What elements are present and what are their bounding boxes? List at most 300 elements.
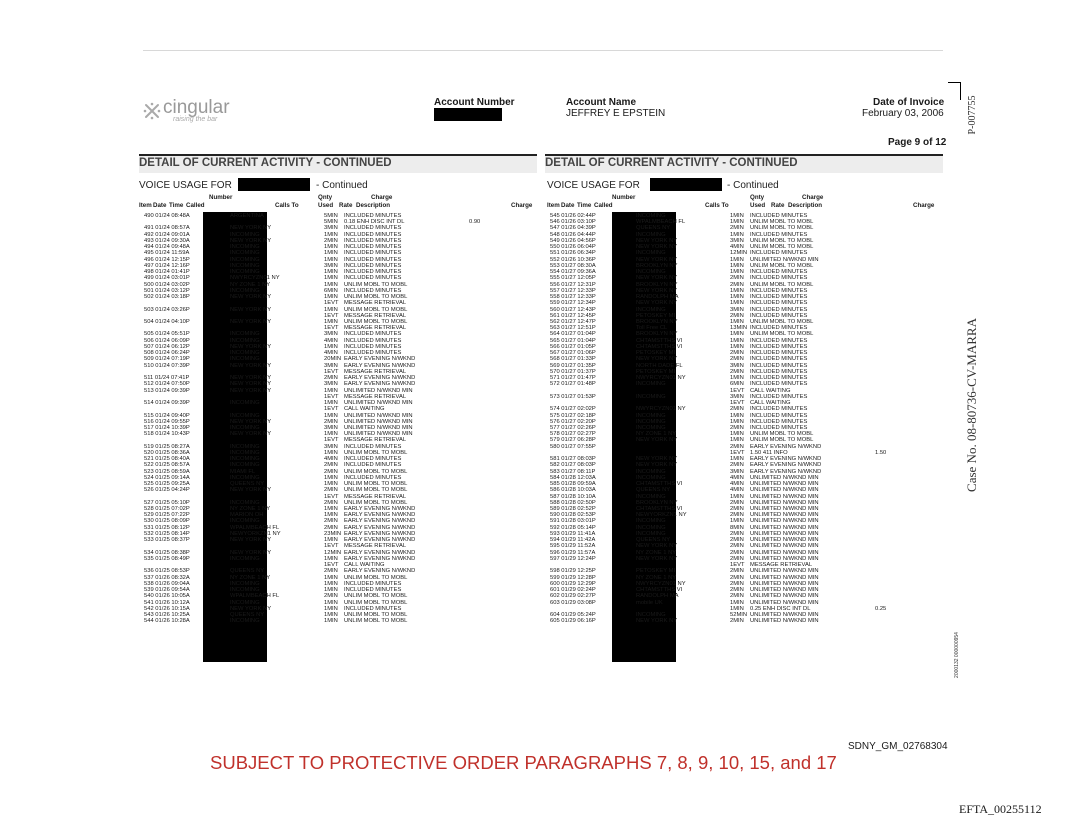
call-item: 580 01/27 07:55P <box>550 443 596 450</box>
call-used: 3MIN <box>324 262 338 269</box>
call-used: 4MIN <box>324 337 338 344</box>
call-destination: NEW YORK NY <box>636 244 678 251</box>
call-item: 594 01/29 11:42A <box>550 537 596 544</box>
call-charge: 0.25 <box>875 605 887 612</box>
call-destination: PETOSKEY MI <box>636 350 676 357</box>
call-used: 4MIN <box>730 481 744 488</box>
call-item: 525 01/25 09:25A <box>144 481 190 488</box>
call-item: 542 01/26 10:15A <box>144 605 190 612</box>
call-description: INCLUDED MINUTES <box>750 294 808 301</box>
call-description: UNLIMITED N/WKND MIN <box>344 412 413 419</box>
call-used: 4MIN <box>324 350 338 357</box>
col-qnty: Qnty <box>750 194 765 201</box>
call-description: INCLUDED MINUTES <box>750 362 808 369</box>
call-description: UNLIM MOBL TO MOBL <box>344 599 408 606</box>
call-description: UNLIM MOBL TO MOBL <box>344 306 408 313</box>
call-used: 1MIN <box>324 612 338 618</box>
call-used: 4MIN <box>730 244 744 251</box>
call-destination: NWYRCYZN01 NY <box>636 580 686 587</box>
call-used: 3MIN <box>324 381 338 388</box>
call-destination: QUEENS NY <box>636 225 671 232</box>
call-item: 595 01/29 11:52A <box>550 543 596 550</box>
call-description: INCLUDED MINUTES <box>344 256 402 263</box>
call-item: 593 01/29 11:41A <box>550 530 596 537</box>
call-used: 3MIN <box>730 362 744 369</box>
col-rate: Rate <box>339 202 353 209</box>
call-item: 573 01/27 01:53P <box>550 393 596 400</box>
call-description: MESSAGE RETRIEVAL <box>344 493 407 500</box>
call-item: 550 01/26 06:04P <box>550 244 596 251</box>
call-item: 572 01/27 01:48P <box>550 381 596 388</box>
call-used: 6MIN <box>324 287 338 294</box>
call-destination: NWYRCYZN01 NY <box>230 275 280 282</box>
call-description: UNLIMITED N/WKND MIN <box>344 400 413 407</box>
call-destination: NORTH DADE FL <box>636 362 683 369</box>
call-destination: INCOMING <box>230 462 260 469</box>
call-destination: NEW YORK NY <box>636 456 678 463</box>
call-used: 4MIN <box>730 487 744 494</box>
call-item: 532 01/25 08:14P <box>144 530 190 537</box>
bates-vertical <box>965 20 985 135</box>
call-used: 1MIN <box>730 213 744 219</box>
call-destination: NEW YORK NY <box>636 437 678 444</box>
left-voice-usage-label: VOICE USAGE FOR <box>139 180 232 191</box>
call-description: EARLY EVENING N/WKND <box>750 456 822 463</box>
call-item: 518 01/24 10:43P <box>144 431 190 438</box>
call-destination: NEW YORK NY <box>230 318 272 325</box>
call-destination: NEW YORK NY <box>636 300 678 307</box>
call-description: UNLIM MOBL TO MOBL <box>750 262 814 269</box>
account-name: JEFFREY E EPSTEIN <box>566 108 666 119</box>
call-used: 2MIN <box>730 593 744 600</box>
call-description: UNLIMITED N/WKND MIN <box>750 593 819 600</box>
call-used: 2MIN <box>324 375 338 382</box>
call-item: 510 01/24 07:39P <box>144 362 190 369</box>
call-item: 497 01/24 12:16P <box>144 262 190 269</box>
call-item: 502 01/24 03:18P <box>144 294 190 301</box>
call-destination: INCOMING <box>636 269 666 276</box>
sdny-stamp: SDNY_GM_02768304 <box>848 741 948 752</box>
call-item: 517 01/24 10:39P <box>144 424 190 431</box>
call-used: 3MIN <box>730 393 744 400</box>
call-used: 1MIN <box>730 231 744 238</box>
call-item: 579 01/27 06:28P <box>550 437 596 444</box>
call-destination: INCOMING <box>230 587 260 594</box>
call-item: 562 01/27 12:47P <box>550 318 596 325</box>
left-section-header <box>139 154 537 173</box>
call-description: EARLY EVENING N/WKND <box>344 524 416 531</box>
call-description: UNLIM MOBL TO MOBL <box>750 318 814 325</box>
call-description: UNLIM MOBL TO MOBL <box>344 487 408 494</box>
call-used: 1MIN <box>324 506 338 513</box>
call-description: MESSAGE RETRIEVAL <box>344 393 407 400</box>
left-continued: - Continued <box>316 180 368 191</box>
call-description: CALL WAITING <box>750 400 791 407</box>
call-destination: NY ZONE 1 NY <box>230 506 271 513</box>
call-used: 1MIN <box>324 256 338 263</box>
call-destination: NEW YORK NY <box>230 487 272 494</box>
call-description: UNLIMITED N/WKND MIN <box>750 568 819 575</box>
call-item: 527 01/25 05:10P <box>144 499 190 506</box>
call-destination: NY ZONE 1 NY <box>636 549 677 556</box>
call-description: INCLUDED MINUTES <box>750 412 808 419</box>
call-item: 521 01/25 08:40A <box>144 456 190 463</box>
redaction-box <box>434 108 502 121</box>
call-item: 519 01/25 08:27A <box>144 443 190 450</box>
col-number: Number <box>612 194 636 201</box>
call-description: UNLIMITED N/WKND MIN <box>750 599 819 606</box>
call-item: 581 01/27 08:03P <box>550 456 596 463</box>
call-description: INCLUDED MINUTES <box>750 325 808 332</box>
call-destination: QUEENS NY <box>636 537 671 544</box>
call-description: MESSAGE RETRIEVAL <box>344 300 407 307</box>
call-description: INCLUDED MINUTES <box>344 462 402 469</box>
call-item: 554 01/27 09:36A <box>550 269 596 276</box>
call-item: 582 01/27 08:03P <box>550 462 596 469</box>
call-used: 1MIN <box>730 493 744 500</box>
small-vertical-text: 2000132 000000954 <box>954 632 960 678</box>
call-item: 565 01/27 01:04P <box>550 337 596 344</box>
call-item: 604 01/29 05:24P <box>550 612 596 618</box>
call-description: UNLIMITED N/WKND MIN <box>750 512 819 519</box>
call-destination: MARION OH <box>230 512 264 519</box>
call-item: 526 01/25 04:24P <box>144 487 190 494</box>
call-used: 1MIN <box>324 555 338 562</box>
call-used: 2MIN <box>730 225 744 232</box>
call-used: 13MIN <box>730 325 748 332</box>
call-destination: CHTAMSTTHS VI <box>636 506 683 513</box>
call-destination: INCOMING <box>636 393 666 400</box>
call-item: 533 01/25 08:37P <box>144 537 190 544</box>
call-description: UNLIM MOBL TO MOBL <box>344 468 408 475</box>
call-item: 577 01/27 02:26P <box>550 424 596 431</box>
call-item: 588 01/28 02:50P <box>550 499 596 506</box>
col-charge: Charge <box>511 202 533 209</box>
call-item: 564 01/27 01:04P <box>550 331 596 338</box>
call-description: UNLIMITED N/WKND MIN <box>750 493 819 500</box>
x-mark-icon <box>143 102 161 120</box>
call-used: 2MIN <box>730 443 744 450</box>
call-used: 1MIN <box>730 269 744 276</box>
call-description: EARLY EVENING N/WKND <box>344 518 416 525</box>
call-item: 531 01/25 08:12P <box>144 524 190 531</box>
call-used: 23MIN <box>324 530 342 537</box>
call-destination: BROOKLYN NY <box>636 318 678 325</box>
call-used: 3MIN <box>324 443 338 450</box>
call-item: 560 01/27 12:43P <box>550 306 596 313</box>
call-destination: NEW YORK NY <box>230 387 272 394</box>
call-used: 2MIN <box>324 499 338 506</box>
call-item: 567 01/27 01:06P <box>550 350 596 357</box>
call-item: 592 01/28 05:14P <box>550 524 596 531</box>
call-description: UNLIM MOBL TO MOBL <box>344 574 408 581</box>
call-item: 536 01/25 08:53P <box>144 568 190 575</box>
call-used: 1EVT <box>324 300 339 307</box>
call-destination: BROOKLYN NY <box>636 281 678 288</box>
case-number-text: Case No. 08-80736-CV-MARRA <box>964 318 979 492</box>
call-description: EARLY EVENING N/WKND <box>344 381 416 388</box>
call-description: INCLUDED MINUTES <box>750 393 808 400</box>
call-description: CALL WAITING <box>750 387 791 394</box>
call-destination: NY ZONE 1 NY <box>230 281 271 288</box>
call-destination: INCOMING <box>230 262 260 269</box>
efta-number: EFTA_00255112 <box>959 802 1042 816</box>
call-item: 515 01/24 09:40P <box>144 412 190 419</box>
call-used: 1MIN <box>730 437 744 444</box>
call-used: 5MIN <box>324 219 338 226</box>
call-used: 1EVT <box>324 406 339 413</box>
call-description: UNLIMITED N/WKND MIN <box>750 530 819 537</box>
call-description: UNLIMITED N/WKND MIN <box>750 487 819 494</box>
call-description: INCLUDED MINUTES <box>750 343 808 350</box>
call-description: INCLUDED MINUTES <box>750 275 808 282</box>
col-called: Called <box>186 202 205 209</box>
call-used: 3MIN <box>730 306 744 313</box>
call-used: 1MIN <box>730 262 744 269</box>
call-item: 495 01/24 11:59A <box>144 250 190 257</box>
call-description: EARLY EVENING N/WKND <box>344 555 416 562</box>
call-item: 538 01/26 09:04A <box>144 580 190 587</box>
call-item: 568 01/27 01:33P <box>550 356 596 363</box>
call-destination: BROOKLYN NY <box>636 499 678 506</box>
call-used: 6MIN <box>730 381 744 388</box>
call-used: 1MIN <box>324 537 338 544</box>
call-charge: 1.50 <box>875 449 887 456</box>
call-used: 2MIN <box>730 587 744 594</box>
call-item: 598 01/29 12:25P <box>550 568 596 575</box>
call-destination: PETOSKEY MI <box>636 568 676 575</box>
call-destination: INCOMING <box>636 524 666 531</box>
call-description: INCLUDED MINUTES <box>750 337 808 344</box>
call-description: INCLUDED MINUTES <box>344 331 402 338</box>
col-number: Number <box>209 194 233 201</box>
call-description: INCLUDED MINUTES <box>344 275 402 282</box>
call-destination: NEW YORK NY <box>230 343 272 350</box>
call-item: 551 01/26 06:34P <box>550 250 596 257</box>
call-used: 2MIN <box>730 462 744 469</box>
call-description: UNLIM MOBL TO MOBL <box>750 431 814 438</box>
col-used: Used <box>318 202 334 209</box>
call-used: 1MIN <box>730 219 744 226</box>
corner-mark-top <box>948 82 960 83</box>
call-description: MESSAGE RETRIEVAL <box>344 437 407 444</box>
call-item: 587 01/28 10:10A <box>550 493 596 500</box>
call-destination: NEW YORK NY <box>636 356 678 363</box>
call-description: UNLIM MOBL TO MOBL <box>750 219 814 226</box>
call-destination: INCOMING <box>636 518 666 525</box>
call-item: 557 01/27 12:33P <box>550 287 596 294</box>
bates-vertical-text: P-007755 <box>967 95 978 135</box>
call-destination: INCOMING <box>636 418 666 425</box>
call-item: 556 01/27 12:31P <box>550 281 596 288</box>
call-item: 528 01/25 07:02P <box>144 506 190 513</box>
protective-order-notice: SUBJECT TO PROTECTIVE ORDER PARAGRAPHS 7, 8, 9, 10, 15, and 17 <box>210 752 837 773</box>
call-description: INCLUDED MINUTES <box>344 250 402 257</box>
call-destination: INCOMING <box>636 381 666 388</box>
call-destination: INCOMING <box>636 474 666 481</box>
account-name-label: Account Name <box>566 97 637 108</box>
call-item: 490 01/24 08:48A <box>144 213 190 219</box>
col-charge-top: Charge <box>802 194 824 201</box>
call-description: INCLUDED MINUTES <box>344 343 402 350</box>
call-destination: NEW YORK NY <box>636 618 678 625</box>
right-call-table <box>550 213 940 624</box>
call-used: 5MIN <box>324 213 338 219</box>
call-destination: INCOMING <box>230 400 260 407</box>
call-used: 1MIN <box>324 306 338 313</box>
call-used: 1MIN <box>730 287 744 294</box>
call-item: 549 01/26 04:56P <box>550 237 596 244</box>
call-description: INCLUDED MINUTES <box>344 244 402 251</box>
call-destination: NEW YORK NY <box>230 431 272 438</box>
call-item: 544 01/26 10:28A <box>144 618 190 625</box>
call-description: UNLIM MOBL TO MOBL <box>750 237 814 244</box>
call-used: 1EVT <box>324 493 339 500</box>
account-number-label: Account Number <box>434 97 515 108</box>
call-used: 12MIN <box>730 250 748 257</box>
call-destination: INCOMING <box>230 331 260 338</box>
call-destination: INCOMING <box>636 412 666 419</box>
call-destination: RANDOLPH MA <box>636 294 679 301</box>
call-description: INCLUDED MINUTES <box>344 225 402 232</box>
call-description: INCLUDED MINUTES <box>750 368 808 375</box>
call-description: INCLUDED MINUTES <box>344 456 402 463</box>
call-destination: INCOMING <box>230 518 260 525</box>
call-destination: NEW YORK NY <box>230 605 272 612</box>
call-item: 597 01/29 12:24P <box>550 555 596 562</box>
call-description: INCLUDED MINUTES <box>750 231 808 238</box>
call-used: 1MIN <box>730 412 744 419</box>
call-item: 559 01/27 12:34P <box>550 300 596 307</box>
call-used: 12MIN <box>324 549 342 556</box>
col-qnty: Qnty <box>318 194 333 201</box>
call-description: MESSAGE RETRIEVAL <box>750 562 813 569</box>
call-destination: INCOMING <box>636 213 666 219</box>
call-description: INCLUDED MINUTES <box>750 375 808 382</box>
call-used: 2MIN <box>730 406 744 413</box>
call-description: EARLY EVENING N/WKND <box>344 375 416 382</box>
call-description: UNLIM MOBL TO MOBL <box>344 618 408 625</box>
call-item: 511 01/24 07:41P <box>144 375 190 382</box>
call-description: MESSAGE RETRIEVAL <box>344 325 407 332</box>
call-used: 1EVT <box>324 368 339 375</box>
call-description: 0.18 ENH DISC INT DL <box>344 219 405 226</box>
call-used: 1MIN <box>730 456 744 463</box>
call-description: UNLIMITED N/WKND MIN <box>750 618 819 625</box>
call-item: 589 01/28 02:52P <box>550 506 596 513</box>
col-calls-to: Calls To <box>275 202 299 209</box>
page-number: Page 9 of 12 <box>888 137 947 148</box>
call-item: 512 01/24 07:50P <box>144 381 190 388</box>
call-item: 602 01/29 02:27P <box>550 593 596 600</box>
date-of-invoice: February 03, 2006 <box>862 108 944 119</box>
call-destination: WPALMBEACH FL <box>230 524 280 531</box>
col-charge-top: Charge <box>371 194 393 201</box>
call-item: 558 01/27 12:33P <box>550 294 596 301</box>
call-used: 1MIN <box>324 481 338 488</box>
call-used: 1MIN <box>730 375 744 382</box>
call-item: 520 01/25 08:36A <box>144 449 190 456</box>
call-used: 2MIN <box>730 312 744 319</box>
call-used: 8MIN <box>730 524 744 531</box>
call-used: 2MIN <box>324 468 338 475</box>
call-destination: QUEENS NY <box>230 481 265 488</box>
call-description: INCLUDED MINUTES <box>750 356 808 363</box>
call-item: 492 01/24 09:01A <box>144 231 190 238</box>
call-destination: NY ZONE 1 NY <box>636 574 677 581</box>
call-description: EARLY EVENING N/WKND <box>750 468 822 475</box>
call-description: INCLUDED MINUTES <box>750 350 808 357</box>
redaction-box <box>650 178 722 191</box>
call-used: 2MIN <box>730 512 744 519</box>
call-description: UNLIMITED N/WKND MIN <box>344 431 413 438</box>
call-item: 605 01/29 06:16P <box>550 618 596 625</box>
call-used: 1MIN <box>324 275 338 282</box>
call-used: 1EVT <box>324 543 339 550</box>
call-used: 1MIN <box>324 281 338 288</box>
call-destination: INCOMING <box>230 412 260 419</box>
call-used: 3MIN <box>730 468 744 475</box>
call-description: INCLUDED MINUTES <box>750 287 808 294</box>
call-item: 503 01/24 03:26P <box>144 306 190 313</box>
call-description: INCLUDED MINUTES <box>750 250 808 257</box>
call-used: 2MIN <box>324 462 338 469</box>
call-destination: INCOMING <box>230 555 260 562</box>
call-destination: NEW YORK NY <box>636 287 678 294</box>
right-section-title: DETAIL OF CURRENT ACTIVITY - CONTINUED <box>545 157 798 169</box>
call-used: 2MIN <box>730 506 744 513</box>
call-used: 1EVT <box>324 312 339 319</box>
call-used: 2MIN <box>730 574 744 581</box>
call-description: UNLIMITED N/WKND MIN <box>750 612 819 618</box>
call-destination: PETOSKEY MI <box>636 368 676 375</box>
call-used: 2MIN <box>730 549 744 556</box>
call-description: CALL WAITING <box>344 562 385 569</box>
col-description: Description <box>788 202 823 209</box>
call-item: 530 01/25 08:09P <box>144 518 190 525</box>
call-description: UNLIMITED N/WKND MIN <box>750 549 819 556</box>
call-destination: NWYRCYZN01 NY <box>636 406 686 413</box>
call-item: 584 01/28 12:03A <box>550 474 596 481</box>
call-item: 552 01/26 10:36P <box>550 256 596 263</box>
call-destination: INCOMING <box>230 337 260 344</box>
call-used: 1MIN <box>730 318 744 325</box>
call-item: 522 01/25 08:57A <box>144 462 190 469</box>
call-used: 1MIN <box>730 605 744 612</box>
call-description: INCLUDED MINUTES <box>344 443 402 450</box>
call-description: EARLY EVENING N/WKND <box>344 362 416 369</box>
call-destination: CHTAMSTTHS VI <box>636 481 683 488</box>
corner-mark <box>960 82 961 100</box>
call-item: 576 01/27 02:20P <box>550 418 596 425</box>
call-description: INCLUDED MINUTES <box>750 424 808 431</box>
call-used: 4MIN <box>730 474 744 481</box>
call-item: 545 01/26 02:44P <box>550 213 596 219</box>
call-destination: RANDOLPH MA <box>636 593 679 600</box>
call-destination: MIAMI FL <box>230 468 256 475</box>
call-description: INCLUDED MINUTES <box>344 213 402 219</box>
col-time: Time <box>169 202 184 209</box>
date-of-invoice-label: Date of Invoice <box>873 97 945 108</box>
call-destination: NEW YORK NY <box>636 462 678 469</box>
call-destination: CHTAMSTTHS VI <box>636 337 683 344</box>
call-item: 496 01/24 12:15P <box>144 256 190 263</box>
call-item: 546 01/26 03:10P <box>550 219 596 226</box>
call-description: EARLY EVENING N/WKND <box>750 443 822 450</box>
call-item: 548 01/26 04:44P <box>550 231 596 238</box>
call-used: 1MIN <box>324 512 338 519</box>
call-description: UNLIMITED N/WKND MIN <box>750 537 819 544</box>
